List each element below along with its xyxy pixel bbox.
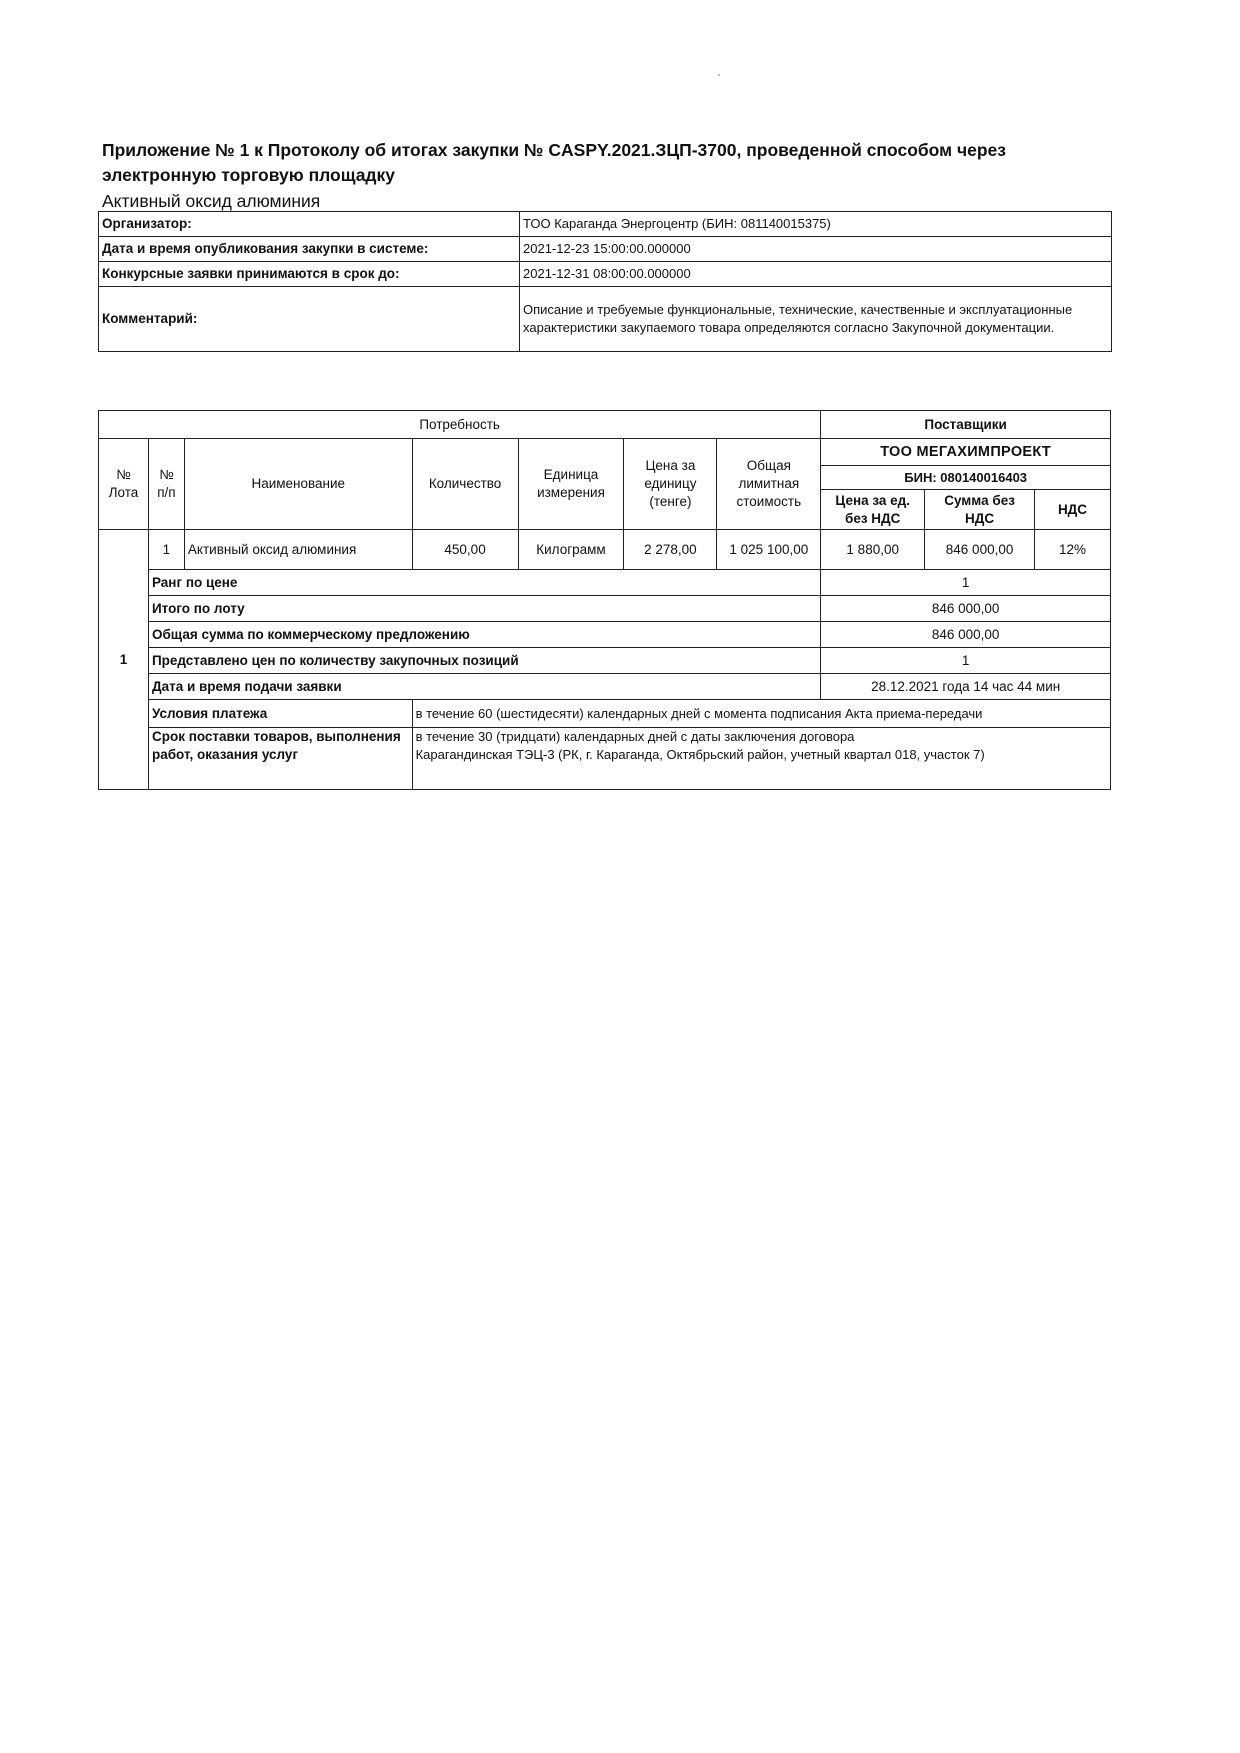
- row-vat: 12%: [1035, 530, 1111, 570]
- scan-speck: [718, 74, 720, 76]
- info-row-organizer: [99, 212, 1112, 237]
- row-supplier-sum: 846 000,00: [925, 530, 1035, 570]
- payment-label: Условия платежа: [148, 700, 412, 728]
- delivery-label: Срок поставки товаров, выполнения работ, оказания услуг: [148, 728, 412, 790]
- supplier-bin: БИН: 080140016403: [821, 466, 1111, 490]
- info-value: Описание и требуемые функциональные, технические, качественные и эксплуатационные характеристики закупаемого товара определяются согласно Закупочной документации.: [520, 287, 1112, 352]
- group-header-row: [99, 411, 1111, 439]
- summary-value: 1: [821, 648, 1111, 674]
- table-row: [99, 530, 1111, 570]
- info-row-deadline: [99, 262, 1112, 287]
- supplier-name: ТОО МЕГАХИМПРОЕКТ: [821, 439, 1111, 466]
- row-name: Активный оксид алюминия: [184, 530, 412, 570]
- summary-value: 846 000,00: [821, 622, 1111, 648]
- col-lot-header: № Лота: [99, 439, 149, 530]
- col-name-header: Наименование: [184, 439, 412, 530]
- row-unit: Килограмм: [518, 530, 624, 570]
- summary-row-lot-total: [99, 596, 1111, 622]
- summary-row-positions: [99, 648, 1111, 674]
- document-title: Приложение № 1 к Протоколу об итогах закупки № CASPY.2021.ЗЦП-3700, проведенной способом через электронную торговую площадку: [102, 140, 1006, 185]
- info-value: 2021-12-23 15:00:00.000000: [520, 237, 1112, 262]
- summary-label: Общая сумма по коммерческому предложению: [148, 622, 820, 648]
- lot-table: [98, 410, 1111, 790]
- info-label: Комментарий:: [99, 287, 520, 352]
- info-label: Организатор:: [99, 212, 520, 237]
- col-supplier-price-header: Цена за ед. без НДС: [821, 490, 925, 530]
- procurement-info-table: [98, 211, 1112, 352]
- delivery-terms-row: [99, 728, 1111, 790]
- summary-row-submitted: [99, 674, 1111, 700]
- group-suppliers-header: Поставщики: [821, 411, 1111, 439]
- summary-value: 846 000,00: [821, 596, 1111, 622]
- info-value: 2021-12-31 08:00:00.000000: [520, 262, 1112, 287]
- col-qty-header: Количество: [412, 439, 518, 530]
- payment-value: в течение 60 (шестидесяти) календарных дней с момента подписания Акта приема-передачи: [412, 700, 1110, 728]
- payment-terms-row: [99, 700, 1111, 728]
- delivery-value: [412, 728, 1110, 790]
- summary-row-rank: [99, 570, 1111, 596]
- col-unit-header: Единица измерения: [518, 439, 624, 530]
- info-label: Конкурсные заявки принимаются в срок до:: [99, 262, 520, 287]
- col-total-header: Общая лимитная стоимость: [717, 439, 821, 530]
- info-row-comment: [99, 287, 1112, 352]
- info-value: ТОО Караганда Энергоцентр (БИН: 081140015375): [520, 212, 1112, 237]
- summary-value: 1: [821, 570, 1111, 596]
- summary-label: Итого по лоту: [148, 596, 820, 622]
- info-row-published: [99, 237, 1112, 262]
- group-need-header: Потребность: [99, 411, 821, 439]
- delivery-place-text: Карагандинская ТЭЦ-3 (РК, г. Караганда, Октябрьский район, учетный квартал 018, участок 7): [415, 747, 985, 762]
- row-qty: 450,00: [412, 530, 518, 570]
- row-price: 2 278,00: [624, 530, 717, 570]
- col-num-header: № п/п: [148, 439, 184, 530]
- column-header-row: [99, 439, 1111, 466]
- row-supplier-price: 1 880,00: [821, 530, 925, 570]
- summary-label: Представлено цен по количеству закупочных позиций: [148, 648, 820, 674]
- col-supplier-sum-header: Сумма без НДС: [925, 490, 1035, 530]
- info-label: Дата и время опубликования закупки в системе:: [99, 237, 520, 262]
- summary-label: Дата и время подачи заявки: [148, 674, 820, 700]
- row-num: 1: [148, 530, 184, 570]
- summary-value: 28.12.2021 года 14 час 44 мин: [821, 674, 1111, 700]
- summary-row-offer-total: [99, 622, 1111, 648]
- lot-number: 1: [99, 530, 149, 790]
- col-vat-header: НДС: [1035, 490, 1111, 530]
- row-total: 1 025 100,00: [717, 530, 821, 570]
- document-subtitle: Активный оксид алюминия: [102, 191, 321, 211]
- col-price-header: Цена за единицу (тенге): [624, 439, 717, 530]
- summary-label: Ранг по цене: [148, 570, 820, 596]
- delivery-term-text: в течение 30 (тридцати) календарных дней с даты заключения договора: [415, 729, 855, 744]
